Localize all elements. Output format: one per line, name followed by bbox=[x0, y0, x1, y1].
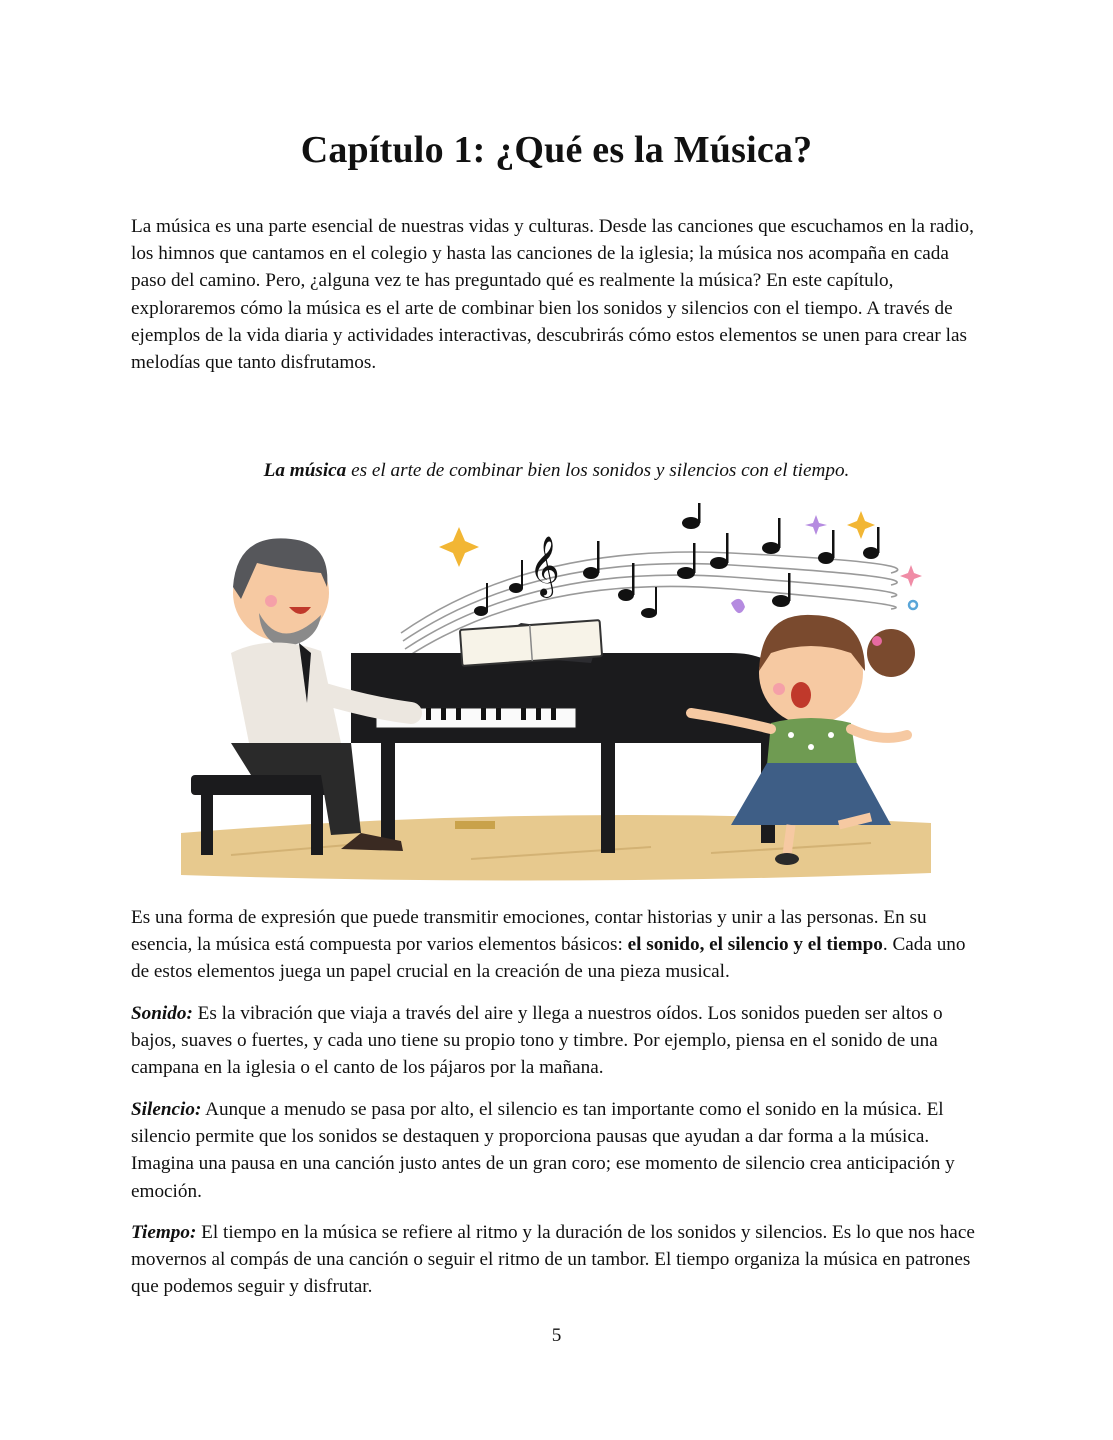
elements-text-2: . Cada uno de estos elementos juega un papel crucial en la creación de una pieza musical. bbox=[131, 934, 966, 983]
tiempo-term: Tiempo: bbox=[131, 1222, 197, 1243]
tiempo-paragraph bbox=[131, 1219, 986, 1301]
silencio-term: Silencio: bbox=[131, 1099, 202, 1120]
sparkle-icon bbox=[847, 511, 875, 539]
treble-clef-icon: 𝄞 bbox=[529, 536, 560, 596]
tiempo-text: El tiempo en la música se refiere al ritmo y la duración de los sonidos y silencios. Es lo que nos hace movernos al compás de una canción o seguir el ritmo de un tambor. El tiempo organiza la música en patrones que podemos seguir y disfrutar. bbox=[131, 1222, 975, 1298]
silencio-paragraph bbox=[131, 1096, 986, 1205]
sonido-term: Sonido: bbox=[131, 1003, 193, 1024]
page-number: 5 bbox=[551, 1325, 562, 1346]
sonido-paragraph bbox=[131, 1000, 986, 1082]
intro-paragraph: La música es una parte esencial de nuestras vidas y culturas. Desde las canciones que escuchamos en la radio, los himnos que cantamos en el colegio y hasta las canciones de la iglesia; la música nos acompaña en cada paso del camino. Pero, ¿alguna vez te has preguntado qué es realmente la música? En este capítulo, exploraremos cómo la música es el arte de combinar bien los sonidos y silencios con el tiempo. A través de ejemplos de la vida diaria y actividades interactivas, descubrirás cómo estos elementos se unen para crear las melodías que tanto disfrutamos. bbox=[131, 216, 974, 374]
caption-text: es el arte de combinar bien los sonidos y silencios con el tiempo. bbox=[346, 460, 850, 481]
sparkle-icon bbox=[900, 565, 922, 587]
elements-bold: el sonido, el silencio y el tiempo bbox=[627, 934, 883, 956]
caption-bold: La música bbox=[263, 460, 347, 481]
sparkle-icon bbox=[805, 515, 827, 535]
silencio-text: Aunque a menudo se pasa por alto, el silencio es tan importante como el sonido en la música. El silencio permite que los sonidos se destaquen y proporciona pausas que ayudan a dar forma a la música. Imagina una pausa en una canción justo antes de un gran coro; ese momento de silencio crea anticipación y emoción. bbox=[131, 1099, 955, 1202]
teacher-piano-girl-singing-illustration bbox=[171, 503, 939, 887]
sonido-text: Es la vibración que viaja a través del aire y llega a nuestros oídos. Los sonidos pueden ser altos o bajos, suaves o fuertes, y cada uno tiene su propio tono y timbre. Por ejemplo, piensa en el sonido de una campana en la iglesia o el canto de los pájaros por la mañana. bbox=[131, 1003, 943, 1079]
definition-caption bbox=[0, 460, 1113, 482]
note-ornament bbox=[731, 599, 745, 613]
elements-paragraph bbox=[131, 904, 986, 986]
sparkle-icon bbox=[439, 527, 479, 567]
elements-text-1: Es una forma de expresión que puede transmitir emociones, contar historias y unir a las personas. En su esencia, la música está compuesta por varios elementos básicos: bbox=[131, 907, 927, 956]
chapter-title: Capítulo 1: ¿Qué es la Música? bbox=[300, 129, 813, 171]
circle-ornament bbox=[909, 601, 917, 609]
